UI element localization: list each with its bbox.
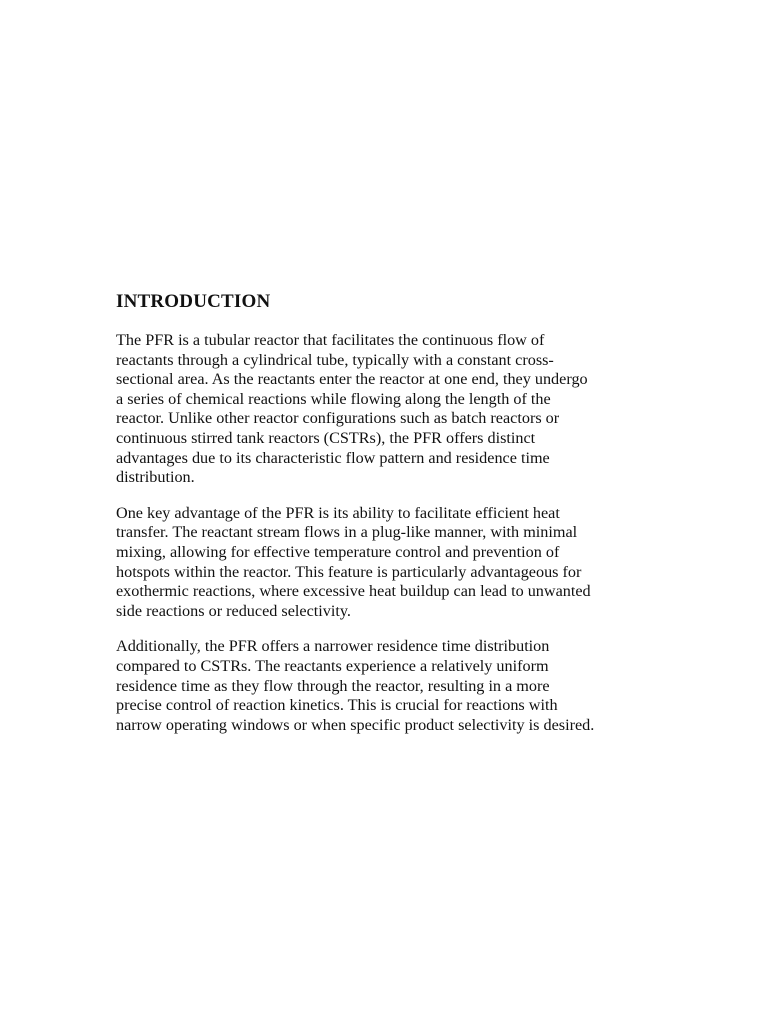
text-line: distribution. <box>116 468 195 487</box>
text-line: Additionally, the PFR offers a narrower residence time distribution <box>116 637 550 656</box>
text-line: reactants through a cylindrical tube, typically with a constant cross- <box>116 350 554 369</box>
text-line: compared to CSTRs. The reactants experience a relatively uniform <box>116 656 549 675</box>
text-line: hotspots within the reactor. This feature is particularly advantageous for <box>116 562 582 581</box>
text-line: continuous stirred tank reactors (CSTRs), the PFR offers distinct <box>116 428 536 447</box>
paragraph-3 <box>116 637 656 735</box>
text-line: mixing, allowing for effective temperature control and prevention of <box>116 542 560 561</box>
text-line: reactor. Unlike other reactor configurations such as batch reactors or <box>116 409 560 428</box>
text-line: side reactions or reduced selectivity. <box>116 601 351 620</box>
document-body <box>116 290 656 751</box>
text-line: transfer. The reactant stream flows in a plug-like manner, with minimal <box>116 523 578 542</box>
text-line: a series of chemical reactions while flowing along the length of the <box>116 389 551 408</box>
text-line: narrow operating windows or when specific product selectivity is desired. <box>116 715 595 734</box>
text-line: residence time as they flow through the reactor, resulting in a more <box>116 676 550 695</box>
paragraph-2 <box>116 504 656 622</box>
section-heading: INTRODUCTION <box>116 291 271 312</box>
text-line: sectional area. As the reactants enter the reactor at one end, they undergo <box>116 370 588 389</box>
text-line: The PFR is a tubular reactor that facilitates the continuous flow of <box>116 331 545 349</box>
paragraph-1 <box>116 331 656 488</box>
text-line: precise control of reaction kinetics. This is crucial for reactions with <box>116 696 558 715</box>
text-line: advantages due to its characteristic flow pattern and residence time <box>116 448 550 467</box>
text-line: exothermic reactions, where excessive heat buildup can lead to unwanted <box>116 582 591 601</box>
text-line: One key advantage of the PFR is its ability to facilitate efficient heat <box>116 503 560 522</box>
